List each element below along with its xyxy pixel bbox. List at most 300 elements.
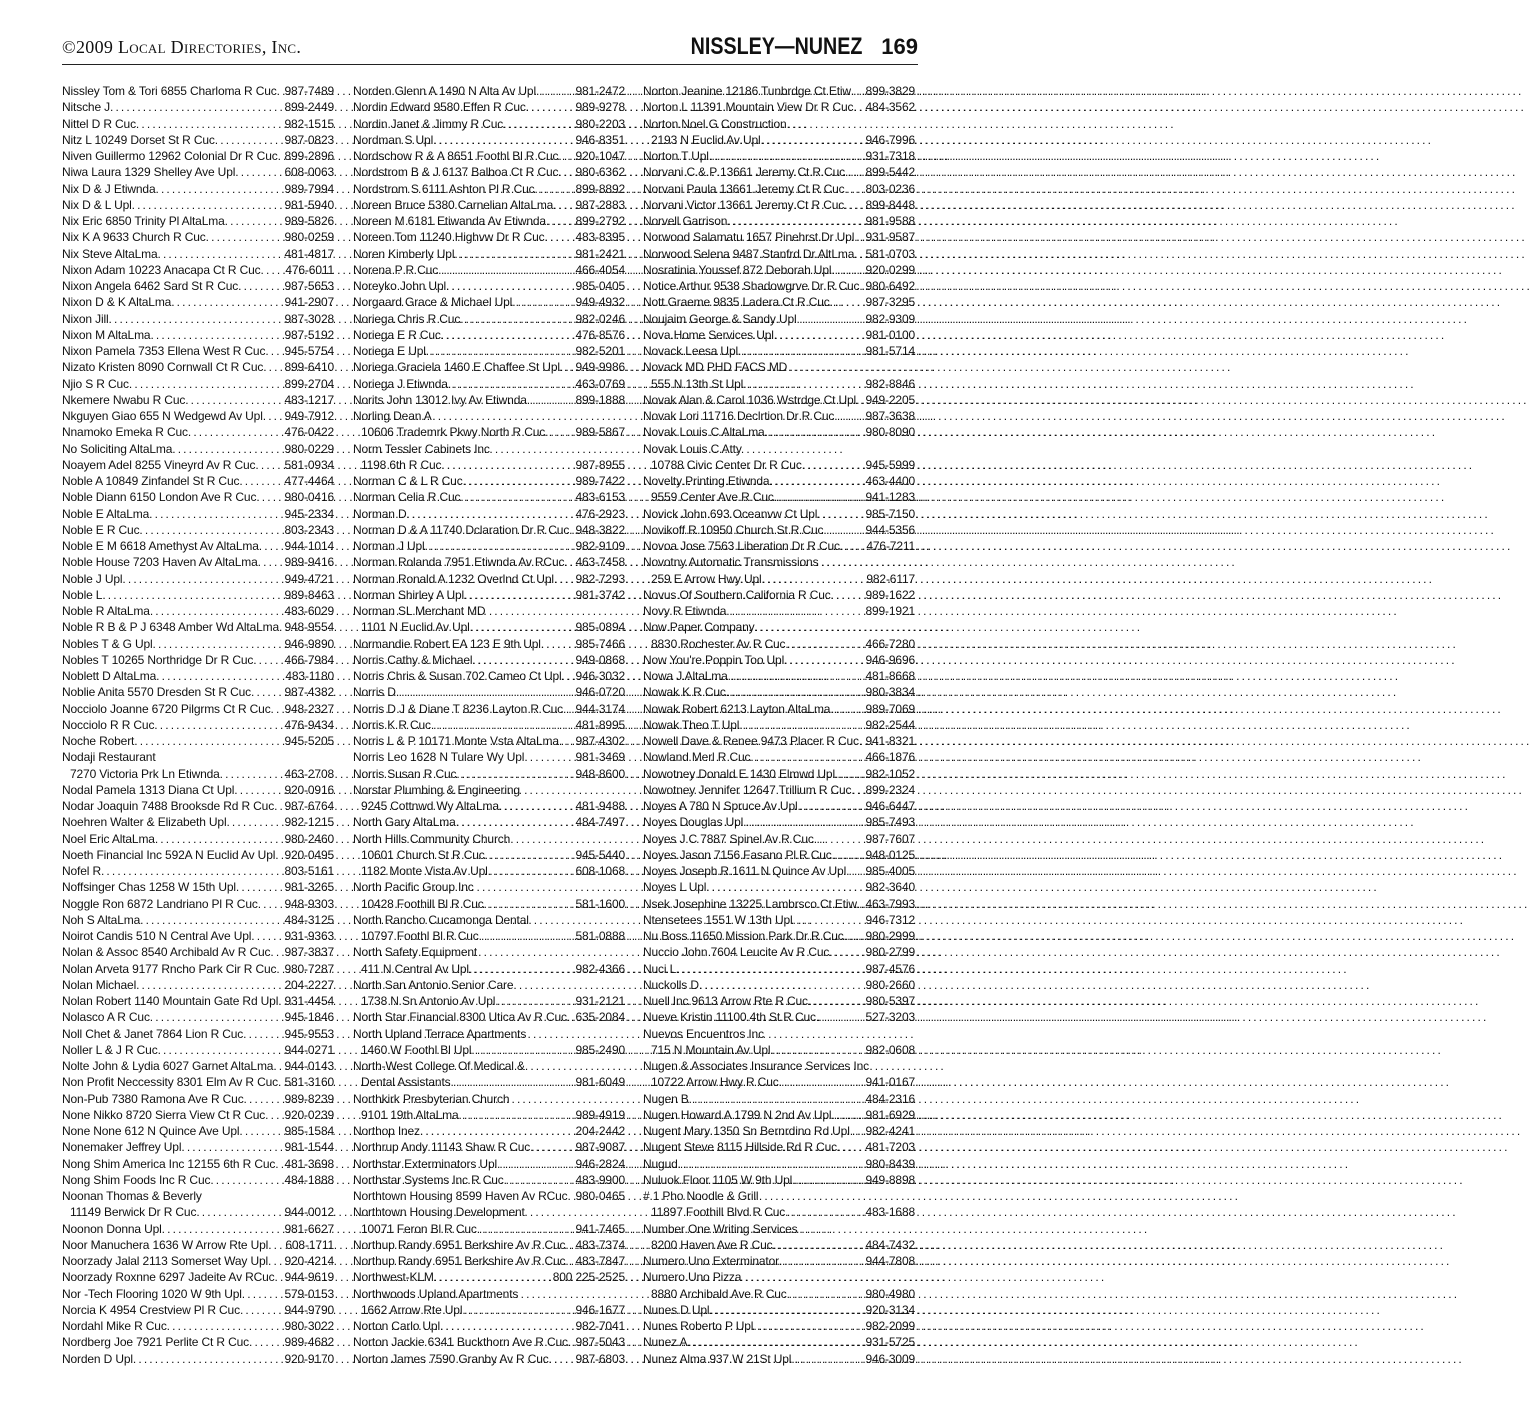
listing-phone: 483-1180 bbox=[285, 669, 334, 683]
listing-phone: 941-8321 bbox=[865, 734, 915, 748]
listing-name: Noyes Douglas Upl bbox=[643, 815, 744, 830]
listing-phone: 987-7489 bbox=[284, 84, 334, 98]
listing-entry bbox=[62, 489, 334, 505]
listing-phone: 483-8395 bbox=[575, 230, 625, 245]
listing-entry bbox=[62, 879, 334, 895]
listing-phone: 949-2205 bbox=[865, 392, 915, 407]
listing-name: Nuevos Encuentros Inc bbox=[643, 1026, 764, 1041]
dot-leader bbox=[206, 229, 283, 245]
dot-leader bbox=[817, 506, 863, 522]
listing-name: Novak Lori 11716 Declrtion Dr R Cuc bbox=[643, 409, 835, 423]
listing-entry bbox=[62, 116, 334, 132]
dot-leader bbox=[765, 424, 864, 440]
listing-entry bbox=[643, 619, 915, 635]
listing-entry bbox=[643, 766, 915, 782]
listing-phone: 931-7318 bbox=[865, 149, 915, 163]
listing-name: Norcia K 4954 Crestview Pl R Cuc bbox=[62, 1302, 240, 1317]
listing-name: Nixon M AltaLma bbox=[62, 327, 151, 342]
dot-leader bbox=[155, 181, 282, 197]
listing-name: Noriega Graciela 1460 E Chaffee St Upl bbox=[353, 360, 560, 375]
listing-phone: 608-1068 bbox=[575, 864, 625, 878]
dot-leader bbox=[471, 1042, 573, 1058]
dot-leader bbox=[441, 327, 574, 343]
listing-name: Noche Robert bbox=[62, 734, 135, 748]
listing-name: Nobles T & G Upl bbox=[62, 636, 153, 651]
listing-name: Nugent Mary 1350 Sn Bernrdino Rd Upl bbox=[643, 1124, 850, 1138]
listing-phone: 484-7432 bbox=[865, 1237, 915, 1252]
listing-name: Noble E M 6618 Amethyst Av AltaLma bbox=[62, 539, 259, 553]
dot-leader bbox=[440, 1318, 574, 1334]
listing-entry bbox=[62, 506, 334, 522]
listing-entry bbox=[643, 1269, 915, 1285]
dot-leader bbox=[743, 814, 863, 830]
listing-phone: 981-6929 bbox=[865, 1107, 915, 1122]
listing-name: Nittel D R Cuc bbox=[62, 116, 136, 131]
dot-leader bbox=[155, 831, 283, 847]
page-header bbox=[62, 30, 918, 65]
dot-leader bbox=[431, 717, 574, 733]
listing-phone: 948-2327 bbox=[284, 701, 334, 716]
listing-entry bbox=[62, 1351, 334, 1367]
dot-leader bbox=[535, 181, 574, 197]
listing-name: Nunes Roberto P Upl bbox=[643, 1319, 754, 1333]
listing-column-1 bbox=[62, 83, 334, 1367]
listing-name: Noreen Tom 11240 Highvw Dr R Cuc bbox=[353, 230, 545, 245]
listing-phone: 989-7994 bbox=[284, 181, 334, 196]
dot-leader bbox=[150, 327, 282, 343]
listing-name: 9101 19th AltaLma bbox=[361, 1107, 459, 1122]
listing-entry bbox=[353, 522, 625, 538]
listing-entry bbox=[353, 1091, 625, 1107]
listing-phone: 481-8668 bbox=[865, 669, 915, 683]
listing-name: Noriega E Upl bbox=[353, 344, 426, 358]
listing-name: Noriega E R Cuc bbox=[353, 327, 441, 342]
listing-name: Nixon Jill bbox=[62, 311, 109, 326]
listing-name: Nissley Tom & Tori 6855 Charloma R Cuc bbox=[62, 84, 277, 98]
dot-leader bbox=[446, 278, 574, 294]
listing-phone: 987-3295 bbox=[865, 295, 915, 310]
listing-name: Norton Noel G Construction bbox=[643, 116, 787, 131]
listing-entry bbox=[62, 278, 334, 294]
dot-leader bbox=[798, 798, 864, 814]
listing-name: Nolan Michael bbox=[62, 977, 137, 992]
listing-name: 555 N 13th St Upl bbox=[651, 376, 744, 391]
listing-phone: 985-7466 bbox=[575, 636, 625, 651]
dot-leader bbox=[564, 554, 573, 570]
listing-name: Nixon Pamela 7353 Ellena West R Cuc bbox=[62, 344, 266, 358]
listing-phone: 483-6029 bbox=[284, 604, 334, 618]
listing-entry bbox=[643, 359, 915, 375]
dot-leader bbox=[829, 944, 863, 960]
listing-phone: 463-0769 bbox=[575, 376, 625, 391]
listing-phone: 945-9553 bbox=[284, 1026, 334, 1041]
listing-phone: 803-2343 bbox=[284, 522, 334, 537]
listing-entry bbox=[62, 1237, 334, 1253]
listing-entry bbox=[643, 164, 915, 180]
listing-entry bbox=[643, 863, 915, 879]
listing-entry bbox=[353, 262, 625, 278]
listing-name: Noller L & J R Cuc bbox=[62, 1042, 158, 1057]
listing-entry bbox=[62, 603, 334, 619]
listing-phone: 581-0888 bbox=[575, 929, 625, 943]
listing-phone: 989-9416 bbox=[284, 555, 334, 570]
dot-leader bbox=[239, 473, 282, 489]
dot-leader bbox=[837, 1139, 864, 1155]
dot-leader bbox=[545, 424, 573, 440]
listing-name: Noriega J Etiwnda bbox=[353, 376, 448, 391]
listing-entry bbox=[643, 246, 915, 262]
listing-name: 10788 Civic Center Dr R Cuc bbox=[651, 457, 802, 472]
listing-name: Noblett D AltaLma bbox=[62, 669, 157, 683]
dot-leader bbox=[268, 1253, 282, 1269]
listing-name: Nolan Robert 1140 Mountain Gate Rd Upl bbox=[62, 994, 279, 1008]
listing-phone: 476-7211 bbox=[866, 539, 915, 553]
listing-name: Novelty Printing Etiwnda bbox=[643, 474, 770, 488]
listing-phone: 985-7150 bbox=[865, 506, 915, 521]
listing-entry bbox=[353, 717, 625, 733]
listing-phone: 987-5653 bbox=[284, 279, 334, 293]
listing-entry bbox=[353, 1188, 625, 1204]
dot-leader bbox=[188, 424, 283, 440]
listing-phone: 477-4464 bbox=[284, 474, 334, 488]
listing-name: 10071 Feron Bl R Cuc bbox=[361, 1221, 477, 1236]
dot-leader bbox=[158, 1042, 283, 1058]
listing-phone: 989-5867 bbox=[575, 425, 625, 440]
listing-name: Nkguyen Giao 655 N Wedgewd Av Upl bbox=[62, 409, 263, 423]
listing-name: Noyes Jason 7156 Fasano Pl R Cuc bbox=[643, 847, 832, 862]
listing-phone: 483-6153 bbox=[575, 490, 625, 505]
listing-name: Non-Pub 7380 Ramona Ave R Cuc bbox=[62, 1091, 244, 1106]
listing-phone: 899-2324 bbox=[865, 782, 915, 797]
dot-leader bbox=[265, 1107, 282, 1123]
dot-leader bbox=[270, 944, 282, 960]
listing-entry bbox=[353, 831, 625, 847]
listing-name: 8200 Haven Ave R Cuc bbox=[651, 1237, 773, 1252]
dot-leader bbox=[167, 1318, 283, 1334]
listing-phone: 946-3032 bbox=[575, 669, 625, 683]
listing-entry bbox=[643, 668, 915, 684]
listing-name: 11897 Foothill Blvd R Cuc bbox=[651, 1205, 786, 1220]
listing-entry bbox=[643, 473, 915, 489]
dot-leader bbox=[426, 343, 574, 359]
listing-phone: 803-5161 bbox=[284, 864, 334, 878]
listing-phone: 981-2421 bbox=[575, 246, 625, 261]
listing-name: Nordin Edward 9580 Effen R Cuc bbox=[353, 100, 526, 115]
listing-name: 8830 Rochester Av R Cuc bbox=[651, 636, 786, 651]
listing-entry bbox=[643, 538, 915, 554]
listing-address-line bbox=[353, 1302, 625, 1318]
listing-entry bbox=[62, 164, 334, 180]
dot-leader bbox=[441, 457, 573, 473]
dot-leader bbox=[434, 1269, 551, 1285]
listing-name: 1460 W Foothl Bl Upl bbox=[361, 1042, 472, 1057]
listing-entry bbox=[62, 912, 334, 928]
listing-phone: 931-2121 bbox=[575, 994, 625, 1008]
dot-leader bbox=[785, 1204, 863, 1220]
dot-leader bbox=[854, 246, 863, 262]
listing-column-3 bbox=[643, 83, 915, 1367]
dot-leader bbox=[236, 879, 283, 895]
listing-entry bbox=[353, 197, 625, 213]
listing-name: Novy R Etiwnda bbox=[643, 604, 727, 618]
listing-name: Norton James 7590 Granby Av R Cuc bbox=[353, 1351, 549, 1366]
listing-phone: 920-9170 bbox=[284, 1351, 334, 1366]
listing-entry bbox=[353, 1204, 625, 1220]
dot-leader bbox=[565, 1237, 573, 1253]
listing-phone: 980-3834 bbox=[865, 685, 915, 700]
listing-name: Norris D J & Diane T 8236 Layton R Cuc bbox=[353, 701, 563, 716]
dot-leader bbox=[132, 197, 283, 213]
dot-leader bbox=[526, 99, 574, 115]
listing-name: Nolan & Assoc 8540 Archibald Av R Cuc bbox=[62, 945, 271, 960]
listing-phone: 944-0143 bbox=[284, 1059, 334, 1073]
listing-phone: 931-9587 bbox=[865, 230, 915, 245]
listing-phone: 483-1217 bbox=[284, 392, 334, 407]
listing-entry bbox=[62, 814, 334, 830]
listing-name: Novak Louis C AltaLma bbox=[643, 425, 765, 440]
listing-name: 1198 6th R Cuc bbox=[361, 457, 442, 472]
listing-entry bbox=[62, 587, 334, 603]
listing-phone: 980-0229 bbox=[284, 441, 334, 456]
listing-phone: 946-7312 bbox=[865, 912, 915, 927]
dot-leader bbox=[150, 1009, 283, 1025]
listing-entry bbox=[62, 522, 334, 538]
dot-leader bbox=[460, 311, 573, 327]
listing-entry bbox=[62, 538, 334, 554]
listing-name: Ntensetees 1551 W 13th Upl bbox=[643, 912, 793, 927]
listing-entry bbox=[643, 83, 915, 99]
listing-phone: 484-3562 bbox=[865, 100, 915, 115]
dot-leader bbox=[727, 213, 863, 229]
listing-phone: 982-4366 bbox=[575, 961, 625, 976]
listing-name: Norvani Paula 13661 Jeremy Ct R Cuc bbox=[643, 181, 845, 196]
listing-name: Nu Boss 11650 Mission Park Dr R Cuc bbox=[643, 929, 844, 943]
listing-name: Northstar Exterminators Upl bbox=[353, 1156, 497, 1171]
listing-name: 10797 Foothl Bl R Cuc bbox=[361, 929, 479, 943]
listing-entry bbox=[62, 571, 334, 587]
listing-entry bbox=[643, 912, 915, 928]
listing-entry bbox=[353, 132, 625, 148]
listing-phone: 483-1688 bbox=[865, 1205, 915, 1220]
dot-leader bbox=[770, 1042, 863, 1058]
dot-leader bbox=[268, 1237, 283, 1253]
listing-phone: 481-4817 bbox=[284, 246, 334, 261]
listing-phone: 980-4980 bbox=[865, 1286, 915, 1301]
listing-name: Novotny Automatic Transmissions bbox=[643, 555, 819, 570]
listing-entry bbox=[62, 408, 334, 424]
listing-name: Noehren Walter & Elizabeth Upl bbox=[62, 815, 227, 830]
dot-leader bbox=[271, 701, 283, 717]
dot-leader bbox=[845, 181, 864, 197]
listing-name: Northtown Housing Development bbox=[353, 1205, 525, 1220]
listing-entry bbox=[353, 294, 625, 310]
listing-name: Noeth Financial Inc 592A N Euclid Av Upl bbox=[62, 847, 276, 862]
dot-leader bbox=[784, 652, 863, 668]
listing-entry bbox=[643, 896, 915, 912]
listing-phone: 987-7607 bbox=[865, 831, 915, 846]
listing-phone: 989-7069 bbox=[865, 701, 915, 716]
listing-phone: 981-5714 bbox=[865, 344, 915, 358]
dot-leader bbox=[739, 717, 863, 733]
listing-address-line bbox=[643, 1286, 915, 1302]
listing-name: Noyes A 780 N Spruce Av Upl bbox=[643, 799, 798, 813]
dot-leader bbox=[273, 1058, 282, 1074]
listing-name: Nordman S Upl bbox=[353, 132, 434, 147]
dot-leader bbox=[499, 798, 574, 814]
dot-leader bbox=[134, 733, 282, 749]
dot-leader bbox=[558, 148, 573, 164]
listing-phone: 945-2334 bbox=[284, 506, 334, 521]
dot-leader bbox=[830, 294, 864, 310]
listing-name: Nuell Inc 9613 Arrow Rte R Cuc bbox=[643, 994, 808, 1008]
dot-leader bbox=[834, 408, 863, 424]
listing-entry bbox=[62, 392, 334, 408]
listing-name: Nong Shim Foods Inc R Cuc bbox=[62, 1172, 211, 1187]
listing-entry bbox=[62, 1286, 334, 1302]
listing-name: Nofel R bbox=[62, 864, 101, 878]
listing-name: Norman Shirley A Upl bbox=[353, 587, 465, 602]
listing-entry bbox=[62, 457, 334, 473]
listing-entry bbox=[62, 896, 334, 912]
listing-phone: 899-5442 bbox=[865, 165, 915, 180]
listing-phone: 989-8239 bbox=[284, 1091, 334, 1106]
listing-entry bbox=[353, 636, 625, 652]
dot-leader bbox=[779, 1074, 864, 1090]
listing-phone: 980-2460 bbox=[284, 831, 334, 846]
listing-entry bbox=[62, 376, 334, 392]
dot-leader bbox=[706, 879, 863, 895]
listing-name: Noorzady Jalal 2113 Somerset Way Upl bbox=[62, 1254, 269, 1268]
listing-phone: 982-9109 bbox=[575, 539, 625, 553]
listing-phone: 987-6803 bbox=[575, 1351, 625, 1366]
listing-entry bbox=[643, 99, 915, 115]
dot-leader bbox=[185, 392, 282, 408]
dot-leader bbox=[181, 1139, 282, 1155]
listing-entry bbox=[353, 538, 625, 554]
dot-leader bbox=[536, 83, 574, 99]
listing-entry bbox=[643, 1139, 915, 1155]
dot-leader bbox=[462, 1302, 573, 1318]
listing-entry bbox=[643, 587, 915, 603]
listing-name: Nugud bbox=[643, 1156, 678, 1171]
dot-leader bbox=[816, 1009, 864, 1025]
listing-phone: 803-0236 bbox=[865, 181, 915, 196]
dot-leader bbox=[136, 977, 282, 993]
listing-entry bbox=[353, 148, 625, 164]
listing-phone: 980-6492 bbox=[865, 279, 915, 293]
listing-name: Nuluok Floor 1105 W 9th Upl bbox=[643, 1172, 793, 1187]
listing-entry bbox=[643, 831, 915, 847]
listing-entry bbox=[643, 1221, 915, 1237]
dot-leader bbox=[477, 1221, 574, 1237]
listing-name: 1738 N Sn Antonio Av Upl bbox=[361, 994, 496, 1008]
listing-phone: 920-4214 bbox=[284, 1254, 334, 1268]
dot-leader bbox=[851, 782, 863, 798]
listing-phone: 944-9619 bbox=[284, 1270, 334, 1285]
listing-entry bbox=[353, 1139, 625, 1155]
listing-name: Nowak K R Cuc bbox=[643, 685, 726, 700]
dot-leader bbox=[793, 912, 864, 928]
listing-phone: 931-9363 bbox=[284, 929, 334, 943]
dot-leader bbox=[687, 1334, 863, 1350]
dot-leader bbox=[846, 863, 863, 879]
listing-address-line bbox=[643, 636, 915, 652]
listing-phone: 948-3822 bbox=[575, 522, 625, 537]
listing-name: None Nikko 8720 Sierra View Ct R Cuc bbox=[62, 1107, 266, 1122]
dot-leader bbox=[546, 213, 574, 229]
listing-entry bbox=[353, 1253, 625, 1269]
listing-phone: 466-1876 bbox=[865, 750, 915, 765]
dot-leader bbox=[448, 376, 574, 392]
listing-name: Norena P R Cuc bbox=[353, 262, 439, 277]
listing-phone: 981-3742 bbox=[575, 587, 625, 602]
listing-phone: 982-6117 bbox=[866, 571, 915, 586]
listing-entry bbox=[62, 1334, 334, 1350]
listing-name: 10428 Foothill Bl R Cuc bbox=[361, 896, 484, 911]
listing-address-line bbox=[353, 619, 625, 635]
listing-phone: 920-0299 bbox=[865, 262, 915, 277]
dot-leader bbox=[844, 197, 863, 213]
listing-entry bbox=[643, 749, 915, 765]
dot-leader bbox=[560, 359, 574, 375]
listing-entry bbox=[643, 652, 915, 668]
listing-phone: 982-4241 bbox=[865, 1124, 915, 1138]
listing-entry bbox=[643, 278, 915, 294]
listing-entry bbox=[353, 1269, 625, 1285]
dot-leader bbox=[425, 538, 574, 554]
listing-phone: 982-7041 bbox=[575, 1319, 625, 1333]
dot-leader bbox=[456, 766, 573, 782]
listing-entry bbox=[62, 181, 334, 197]
listing-phone: 466-7280 bbox=[865, 636, 915, 651]
listing-phone: 463-4400 bbox=[865, 474, 915, 488]
listing-name: Norman D bbox=[353, 506, 407, 521]
listing-phone: 483-7374 bbox=[575, 1237, 625, 1252]
listing-name: Norris Chris & Susan 702 Cameo Ct Upl bbox=[353, 669, 562, 683]
listing-name: Nitz L 10249 Dorset St R Cuc bbox=[62, 132, 215, 147]
listing-name: Northstar Systems Inc R Cuc bbox=[353, 1172, 504, 1187]
listing-name: Nodar Joaquin 7488 Brooksde Rd R Cuc bbox=[62, 799, 275, 813]
listing-entry bbox=[62, 847, 334, 863]
listing-phone: 476-0422 bbox=[284, 425, 334, 440]
dot-leader bbox=[162, 1221, 283, 1237]
listing-entry bbox=[643, 1009, 915, 1025]
dot-leader bbox=[753, 1318, 863, 1334]
listing-name: Noorzady Roxnne 6297 Jadeite Av RCuc bbox=[62, 1270, 275, 1285]
dot-leader bbox=[844, 928, 864, 944]
listing-name: 10722 Arrow Hwy R Cuc bbox=[651, 1075, 779, 1090]
listing-name: Nunes D Upl bbox=[643, 1302, 710, 1317]
listing-name: Nordahl Mike R Cuc bbox=[62, 1319, 167, 1333]
listing-name: Norton Carlo Upl bbox=[353, 1319, 440, 1333]
listing-name: Nong Shim America Inc 12155 6th R Cuc bbox=[62, 1156, 276, 1171]
listing-entry bbox=[353, 473, 625, 489]
listing-phone: 982-3640 bbox=[865, 880, 915, 895]
listing-entry bbox=[643, 928, 915, 944]
listing-entry bbox=[353, 701, 625, 717]
listing-phone: 981-5940 bbox=[284, 197, 334, 212]
listing-name: Noor Manuchera 1636 W Arrow Rte Upl bbox=[62, 1237, 269, 1252]
listing-name: Norits John 13012 Ivy Av Etiwnda bbox=[353, 392, 527, 407]
listing-phone: 980-2203 bbox=[575, 116, 625, 131]
listing-phone: 481-3698 bbox=[284, 1156, 334, 1171]
listing-name: Nizato Kristen 8090 Cornwall Ct R Cuc bbox=[62, 360, 264, 375]
listing-entry bbox=[643, 603, 915, 619]
dot-leader bbox=[851, 83, 864, 99]
dot-leader bbox=[504, 1172, 574, 1188]
listing-entry bbox=[62, 229, 334, 245]
listing-name: Nuckolls D bbox=[643, 977, 699, 992]
